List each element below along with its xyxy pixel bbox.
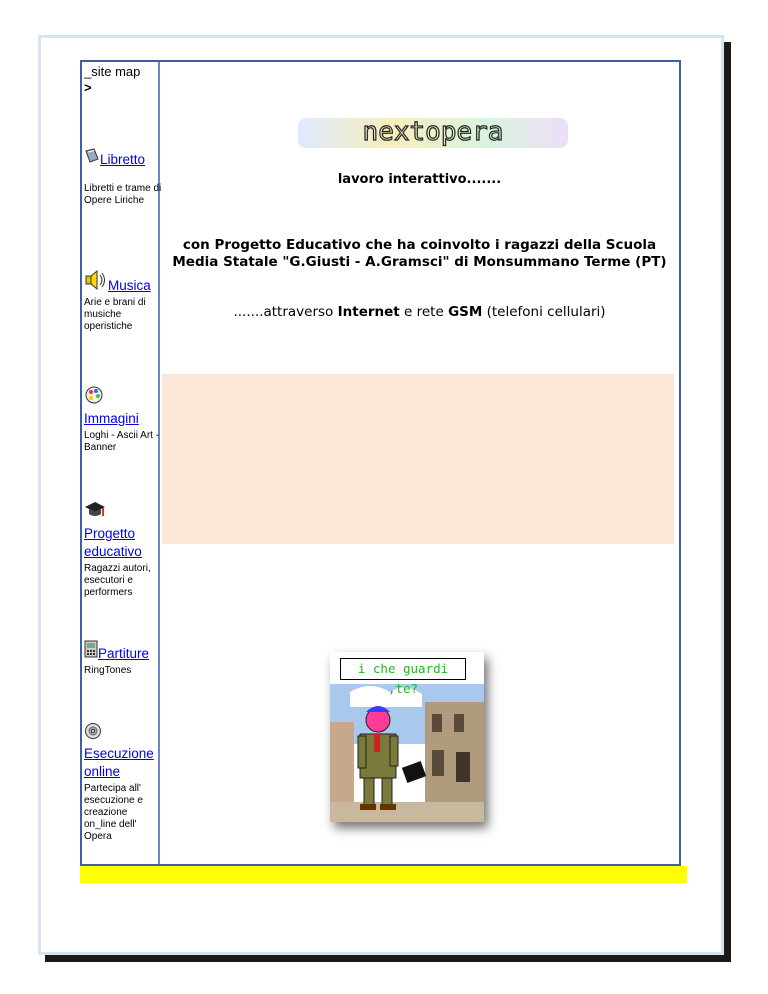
speech-bubble: i che guardi ,te?: [340, 658, 466, 680]
sidebar-link-progetto[interactable]: Progetto educativo: [84, 526, 142, 559]
via-gsm: GSM: [448, 304, 483, 320]
sitemap-heading: [84, 64, 140, 96]
peach-panel: [162, 374, 674, 544]
project-description: con Progetto Educativo che ha coinvolto i ragazzi della Scuola Media Statale "G.Giusti - A.Gramsci" di Monsummano Terme (PT): [172, 237, 667, 270]
cd-icon: [84, 722, 162, 745]
book-icon: [84, 148, 100, 169]
graduation-cap-icon: [84, 500, 162, 525]
sidebar-desc-esecuzione: Partecipa all' esecuzione e creazione on_line dell' Opera: [84, 783, 143, 842]
sidebar-link-esecuzione[interactable]: Esecuzione online: [84, 746, 154, 779]
sidebar-link-immagini[interactable]: Immagini: [84, 411, 139, 426]
via-line: [160, 304, 679, 320]
sidebar-desc-progetto: Ragazzi autori, esecutori e performers: [84, 563, 151, 598]
via-internet: Internet: [337, 304, 400, 320]
footer-bar: [80, 866, 687, 883]
phone-icon: [84, 640, 98, 663]
sidebar-item-esecuzione: [84, 722, 162, 843]
sidebar-item-musica: [84, 270, 162, 333]
sidebar-desc-partiture: RingTones: [84, 665, 132, 676]
sitemap-label: _site map: [84, 64, 141, 79]
logo-text: nextopera: [362, 117, 504, 147]
sidebar-link-musica[interactable]: Musica: [108, 278, 151, 293]
cartoon-image: [330, 652, 484, 822]
main-content: [160, 62, 679, 864]
sidebar-item-immagini: [84, 385, 162, 454]
speaker-icon: [84, 270, 108, 295]
sidebar-item-libretto: [84, 148, 162, 207]
sidebar-link-partiture[interactable]: Partiture: [98, 646, 150, 661]
sitemap-arrow: >: [84, 80, 92, 95]
via-middle: e rete: [399, 304, 449, 320]
sidebar-link-libretto[interactable]: Libretto: [100, 152, 146, 167]
sidebar-item-progetto: [84, 500, 162, 599]
nextopera-logo: [298, 114, 568, 152]
sidebar-desc-musica: Arie e brani di musiche operistiche: [84, 297, 146, 332]
main-table: [80, 60, 681, 866]
sidebar-desc-libretto: Libretti e trame di Opere Liriche: [84, 183, 162, 206]
via-prefix: .......attraverso: [233, 304, 338, 320]
via-suffix: (telefoni cellulari): [482, 304, 606, 320]
sidebar: [82, 62, 160, 864]
subtitle: lavoro interattivo.......: [337, 172, 502, 187]
sidebar-item-partiture: [84, 640, 162, 677]
palette-icon: [84, 385, 162, 410]
sidebar-desc-immagini: Loghi - Ascii Art - Banner: [84, 430, 160, 453]
